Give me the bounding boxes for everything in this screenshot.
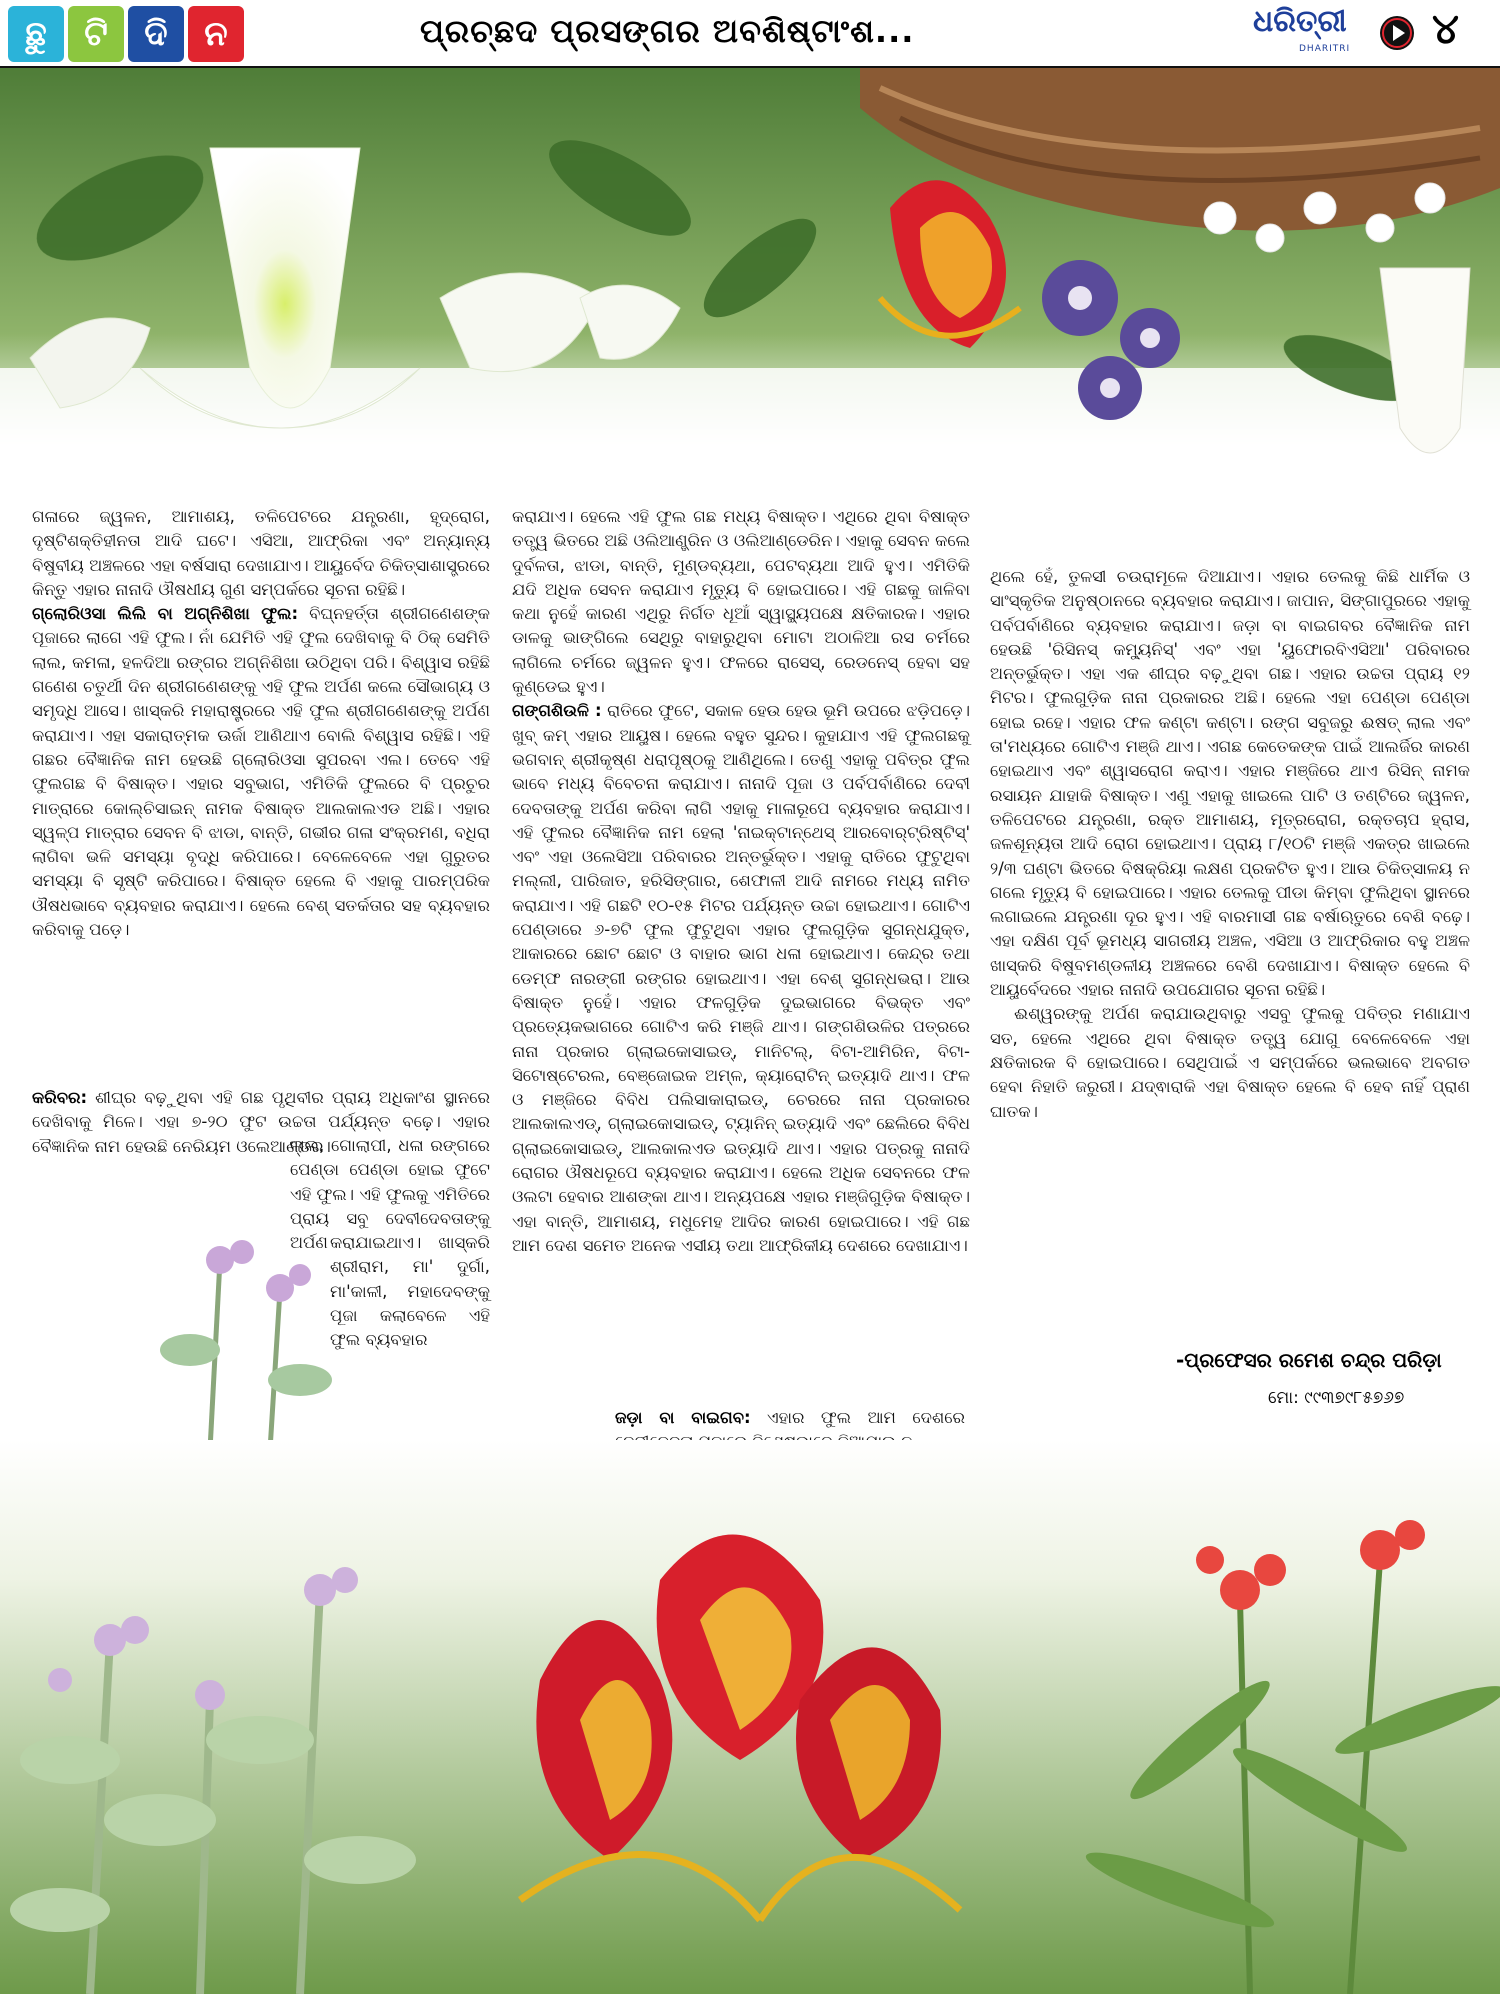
logo-tile-3: ଦି bbox=[128, 6, 184, 62]
play-icon[interactable] bbox=[1380, 16, 1414, 50]
article-column-3 bbox=[990, 565, 1470, 1124]
jada-body: ଏହାର ଫୁଲ ଆମ ଦେଶରେ bbox=[767, 1408, 965, 1427]
article-column-2 bbox=[512, 505, 970, 1258]
jada-heading: ଜଡ଼ା ବା ବାଇଗବ: bbox=[615, 1408, 751, 1427]
page-header bbox=[0, 0, 1500, 68]
author-byline: -ପ୍ରଫେସର ରମେଶ ଚନ୍ଦ୍ର ପରିଡ଼ା bbox=[1176, 1348, 1442, 1372]
brand-name: ଧରିତ୍ରୀ bbox=[1253, 4, 1347, 39]
logo-tile-2: ଟି bbox=[68, 6, 124, 62]
brand-subtitle: DHARITRI bbox=[1299, 44, 1351, 54]
brand-logo[interactable] bbox=[1253, 4, 1363, 62]
intro-paragraph: ଗଳାରେ ଜ୍ୱଳନ, ଆମାଶୟ, ତଳିପେଟରେ ଯନ୍ତ୍ରଣା, ହୃଦ୍‌ରୋଗ, ଦୃଷ୍ଟିଶକ୍ତିହୀନତା ଆଦି ଘଟେ। ଏସିଆ, ଆଫ୍ରିକା ଏବଂ ଅନ୍ୟାନ୍ୟ ବିଷୁବୀୟ ଅଞ୍ଚଳରେ ଏହା ବର୍ଷସାରା ଦେଖାଯାଏ। ଆୟୁର୍ବେଦ ଚିକିତ୍ସାଶାସ୍ତ୍ରରେ କିନ୍ତୁ ଏହାର ନାନାଦି ଔଷଧୀୟ ଗୁଣ ସମ୍ପର୍କରେ ସୂଚନା ରହିଛି। bbox=[32, 507, 490, 599]
karabira-wrap-text-1: ଲାଲ, ଗୋଲାପୀ, ଧଳା ରଙ୍ଗରେ ପେଣ୍ଡା ପେଣ୍ଡା ହୋଇ ଫୁଟେ ଏହି ଫୁଲ। ଏହି ଫୁଲକୁ ଏମିତିରେ ପ୍ରାୟ ସବୁ ଦେବୀଦେବତାଙ୍କୁ ଅର୍ପଣ bbox=[290, 1136, 490, 1253]
flower-image-left bbox=[150, 1200, 350, 1450]
flower-collage-bottom bbox=[0, 1440, 1500, 1994]
article-column-1 bbox=[32, 505, 490, 942]
gloriosa-heading: ଗ୍ଲୋରିଓସା ଲିଲି ବା ଅଗ୍ନିଶିଖା ଫୁଲ: bbox=[32, 604, 299, 624]
flower-collage-top bbox=[0, 68, 1500, 508]
karabira-body: ଶୀଘ୍ର ବଢ଼ୁଥିବା ଏହି ଗଛ ପୃଥିବୀର ପ୍ରାୟ ଅଧିକାଂଶ ସ୍ଥାନରେ ଦେଖିବାକୁ ମିଳେ। ଏହା ୭-୨୦ ଫୁଟ ଉଚ୍ଚତା ପର୍ଯ୍ୟନ୍ତ ବଢ଼େ। ଏହାର ବୈଜ୍ଞାନିକ ନାମ ହେଉଛି ନେରିୟମ ଓଲେଆଣ୍ଡର। bbox=[32, 1088, 490, 1156]
gangashiuli-body: ରାତିରେ ଫୁଟେ, ସକାଳ ହେଉ ହେଉ ଭୂମି ଉପରେ ଝଡ଼ିପଡ଼େ। ଖୁବ୍ କମ୍ ଏହାର ଆୟୁଷ। ହେଲେ ବହୁତ ସୁନ୍ଦର। କୁହାଯାଏ ଏହି ଫୁଲଗଛକୁ ଭଗବାନ୍ ଶ୍ରୀକୃଷ୍ଣ ଧରାପୃଷ୍ଠକୁ ଆଣିଥିଲେ। ତେଣୁ ଏହାକୁ ପବିତ୍ର ଫୁଲ ଭାବେ ମଧ୍ୟ ବିବେଚନା କରାଯାଏ। ନାନାଦି ପୂଜା ଓ ପର୍ବପର୍ବାଣିରେ ଦେବୀ ଦେବତାଙ୍କୁ ଅର୍ପଣ କରିବା ଲାଗି ଏହାକୁ ମାଳାରୂପେ ବ୍ୟବହାର କରାଯାଏ। ଏହି ଫୁଲର ବୈଜ୍ଞାନିକ ନାମ ହେଲା 'ନାଇକ୍ଟାନ୍‌ଥେସ୍ ଆରବୋର୍‌ଟ୍ରିଷ୍ଟିସ୍' ଏବଂ ଏହା ଓଲେସିଆ ପରିବାରର ଅନ୍ତର୍ଭୁକ୍ତ। ଏହାକୁ ରାତିରେ ଫୁଟୁଥିବା ମଲ୍ଲୀ, ପାରିଜାତ, ହରିସିଙ୍ଗାର, ଶେଫାଳୀ ଆଦି ନାମରେ ମଧ୍ୟ ନାମିତ କରାଯାଏ। ଏହି ଗଛଟି ୧୦-୧୫ ମିଟର ପର୍ଯ୍ୟନ୍ତ ଉଚ୍ଚା ହୋଇଥାଏ। ଗୋଟିଏ ପେଣ୍ଡାରେ ୬-୭ଟି ଫୁଲ ଫୁଟୁଥିବା ଏହାର ଫୁଲଗୁଡ଼ିକ ସୁଗନ୍ଧଯୁକ୍ତ, ଆକାରରେ ଛୋଟ ଛୋଟ ଓ ବାହାର ଭାଗ ଧଳା ହୋଇଥାଏ। କେନ୍ଦ୍ର ତଥା ଡେମ୍ଫ ନାରଙ୍ଗୀ ରଙ୍ଗର ହୋଇଥାଏ। ଏହା ବେଶ୍ ସୁଗନ୍ଧଭରା। ଆଉ ବିଷାକ୍ତ ନୁହେଁ। ଏହାର ଫଳଗୁଡ଼ିକ ଦୁଇଭାଗରେ ବିଭକ୍ତ ଏବଂ ପ୍ରତ୍ୟେକଭାଗରେ ଗୋଟିଏ କରି ମଞ୍ଜି ଥାଏ। ଗଙ୍ଗଶିଉଳିର ପତ୍ରରେ ନାନା ପ୍ରକାର ଗ୍ଲାଇକୋସାଇଡ୍, ମାନିଟଲ୍, ବିଟା-ଆମିରିନ, ବିଟା-ସିଟୋଷ୍ଟେରଲ, ବେଞ୍ଜୋଇକ ଅମ୍ଳ, କ୍ୟାରୋଟିନ୍ ଇତ୍ୟାଦି ଥାଏ। ଫଳ ଓ ମଞ୍ଜିରେ ବିବିଧ ପଲିସାକାରାଇଡ୍, ଚେରରେ ନାନା ପ୍ରକାରର ଆଲକାଲଏଡ୍, ଗ୍ଲାଇକୋସାଇଡ୍, ଟ୍ୟାନିନ୍ ଇତ୍ୟାଦି ଏବଂ ଛେଲିରେ ବିବିଧ ଗ୍ଲାଇକୋସାଇଡ୍, ଆଲକାଲଏଡ ଇତ୍ୟାଦି ଥାଏ। ଏହାର ପତ୍ରକୁ ନାନାଦି ରୋଗର ଔଷଧରୂପେ ବ୍ୟବହାର କରାଯାଏ। ହେଲେ ଅଧିକ ସେବନରେ ଫଳ ଓଲଟା ହେବାର ଆଶଙ୍କା ଥାଏ। ଅନ୍ୟପକ୍ଷେ ଏହାର ମଞ୍ଜିଗୁଡ଼ିକ ବିଷାକ୍ତ। ଏହା ବାନ୍ତି, ଆମାଶୟ, ମଧୁମେହ ଆଦିର କାରଣ ହୋଇପାରେ। ଏହି ଗଛ ଆମ ଦେଶ ସମେତ ଅନେକ ଏସୀୟ ତଥା ଆଫ୍ରିକୀୟ ଦେଶରେ ଦେଖାଯାଏ। bbox=[512, 701, 970, 1255]
gangashiuli-paragraph bbox=[512, 699, 970, 1258]
karabira-continued: କରାଯାଏ। ହେଲେ ଏହି ଫୁଲ ଗଛ ମଧ୍ୟ ବିଷାକ୍ତ। ଏଥିରେ ଥିବା ବିଷାକ୍ତ ତତ୍ତ୍ୱ ଭିତରେ ଅଛି ଓଲିଆଣ୍ଡ୍ରିନ ଓ ଓଲିଆଣ୍ଡେରିନ। ଏହାକୁ ସେବନ କଲେ ଦୁର୍ବଳତା, ଝାଡା, ବାନ୍ତି, ମୁଣ୍ଡବ୍ୟଥା, ପେଟବ୍ୟଥା ଆଦି ହୁଏ। ଏମିତିକି ଯଦି ଅଧିକ ସେବନ କରାଯାଏ ମୃତ୍ୟୁ ବି ହୋଇପାରେ। ଏହି ଗଛକୁ ଜାଳିବା କଥା ନୁହେଁ କାରଣ ଏଥିରୁ ନିର୍ଗତ ଧୂଆଁ ସ୍ୱାସ୍ଥ୍ୟପକ୍ଷେ କ୍ଷତିକାରକ। ଏହାର ଡାଳକୁ ଭାଙ୍ଗିଲେ ସେଥିରୁ ବାହାରୁଥିବା ମୋଟା ଅଠାଳିଆ ରସ ଚର୍ମରେ ଲାଗିଲେ ଚର୍ମରେ ଜ୍ୱଳନ ହୁଏ। ଫଳରେ ରାସେସ୍, ରେଡନେସ୍ ହେବା ସହ କୁଣ୍ଡେଇ ହୁଏ। bbox=[512, 507, 970, 697]
conclusion-paragraph: ଈଶ୍ୱରଙ୍କୁ ଅର୍ପଣ କରାଯାଉଥିବାରୁ ଏସବୁ ଫୁଲକୁ ପବିତ୍ର ମଣାଯାଏ ସତ, ହେଲେ ଏଥିରେ ଥିବା ବିଷାକ୍ତ ତତ୍ତ୍ୱ ଯୋଗୁ ବେଳେବେଳେ ଏହା କ୍ଷତିକାରକ ବି ହୋଇପାରେ। ସେଥିପାଇଁ ଏ ସମ୍ପର୍କରେ ଭଲଭାବେ ଅବଗତ ହେବା ନିହାତି ଜରୁରୀ। ଯଦ୍ଵାରାକି ଏହା ବିଷାକ୍ତ ହେଲେ ବି ହେବ ନାହିଁ ପ୍ରାଣ ଘାତକ। bbox=[990, 1004, 1470, 1121]
gangashiuli-heading: ଗଙ୍ଗଶିଉଳି : bbox=[512, 701, 602, 721]
page-number: ୪ bbox=[1432, 4, 1459, 53]
karabira-wrap-text-2: କରାଯାଇଥାଏ। ଖାସ୍‌କରି ଶ୍ରୀରାମ, ମା' ଦୁର୍ଗା, ମା'କାଳୀ, ମହାଦେବଙ୍କୁ ପୂଜା କଲାବେଳେ ଏହି ଫୁଲ ବ୍ୟବହାର bbox=[330, 1233, 490, 1350]
jada-continued: ଥିଲେ ହେଁ, ତୁଳସୀ ଚଉରାମୂଳେ ଦିଆଯାଏ। ଏହାର ତେଲକୁ କିଛି ଧାର୍ମିକ ଓ ସାଂସ୍କୃତିକ ଅନୁଷ୍ଠାନରେ ବ୍ୟବହାର କରାଯାଏ। ଜାପାନ, ସିଙ୍ଗାପୁରରେ ଏହାକୁ ପର୍ବପର୍ବାଣିରେ ବ୍ୟବହାର କରାଯାଏ। ଜଡ଼ା ବା ବାଇଗବର ବୈଜ୍ଞାନିକ ନାମ ହେଉଛି 'ରିସିନସ୍ କମ୍ୟୁନିସ୍' ଏବଂ ଏହା 'ୟୁଫୋରବିଏସିଆ' ପରିବାରର ଅନ୍ତର୍ଭୁକ୍ତ। ଏହା ଏକ ଶୀଘ୍ର ବଢ଼ୁଥିବା ଗଛ। ଏହାର ଉଚ୍ଚତା ପ୍ରାୟ ୧୨ ମିଟର। ଫୁଲଗୁଡ଼ିକ ନାନା ପ୍ରକାରର ଅଛି। ହେଲେ ଏହା ପେଣ୍ଡା ପେଣ୍ଡା ହୋଇ ରହେ। ଏହାର ଫଳ କଣ୍ଟା କଣ୍ଟା। ରଙ୍ଗ ସବୁଜରୁ ଈଷତ୍ ଲାଲ ଏବଂ ତା'ମଧ୍ୟରେ ଗୋଟିଏ ମଞ୍ଜି ଥାଏ। ଏଗଛ କେତେକଙ୍କ ପାଇଁ ଆଲର୍ଜିର କାରଣ ହୋଇଥାଏ ଏବଂ ଶ୍ୱାସରୋଗ କରାଏ। ଏହାର ମଞ୍ଜିରେ ଥାଏ ରିସିନ୍ ନାମକ ରସାୟନ ଯାହାକି ବିଷାକ୍ତ। ଏଣୁ ଏହାକୁ ଖାଇଲେ ପାଟି ଓ ତଣ୍ଟିରେ ଜ୍ୱଳନ, ତଳିପେଟରେ ଯନ୍ତ୍ରଣା, ରକ୍ତ ଆମାଶୟ, ମୂତ୍ରରୋଗ, ରକ୍ତଚାପ ହ୍ରାସ, ଜଳଶୂନ୍ୟତା ଆଦି ରୋଗ ହୋଇଥାଏ। ପ୍ରାୟ ୮/୧୦ଟି ମଞ୍ଜି ଏକତ୍ର ଖାଇଲେ ୨/୩ ଘଣ୍ଟା ଭିତରେ ବିଷକ୍ରିୟା ଲକ୍ଷଣ ପ୍ରକଟିତ ହୁଏ। ଆଉ ଚିକିତ୍ସାଳୟ ନ ଗଲେ ମୃତ୍ୟୁ ବି ହୋଇପାରେ। ଏହାର ତେଲକୁ ପୀଡା କିମ୍ବା ଫୁଲିଥିବା ସ୍ଥାନରେ ଲଗାଇଲେ ଯନ୍ତ୍ରଣା ଦୂର ହୁଏ। ଏହି ବାରମାସୀ ଗଛ ବର୍ଷାଋତୁରେ ବେଶି ବଢ଼େ। ଏହା ଦକ୍ଷିଣ ପୂର୍ବ ଭୂମଧ୍ୟ ସାଗରୀୟ ଅଞ୍ଚଳ, ଏସିଆ ଓ ଆଫ୍ରିକାର ବହୁ ଅଞ୍ଚଳ ଖାସ୍‌କରି ବିଷୁବମଣ୍ଡଳୀୟ ଅଞ୍ଚଳରେ ବେଶି ଦେଖାଯାଏ। ବିଷାକ୍ତ ହେଲେ ବି ଆୟୁର୍ବେଦରେ ଏହାର ନାନାଦି ଉପଯୋଗର ସୂଚନା ରହିଛି। bbox=[990, 567, 1470, 1000]
logo-tile-4: ନ bbox=[188, 6, 244, 62]
page-headline: ପ୍ରଚ୍ଛଦ ପ୍ରସଙ୍ଗର ଅବଶିଷ୍ଟାଂଶ... bbox=[420, 12, 915, 50]
author-phone: ମୋ: ୯୯୩୭୯୮୫୭୬୭ bbox=[1268, 1388, 1405, 1408]
logo-tile-1: ଛୁ bbox=[8, 6, 64, 62]
karabira-heading: କରିବର: bbox=[32, 1088, 88, 1107]
section-logo bbox=[8, 6, 244, 62]
gloriosa-body: ବିଘ୍ନହର୍ତ୍ତା ଶ୍ରୀଗଣେଶଙ୍କ ପୂଜାରେ ଲାଗେ ଏହି ଫୁଲ। ନାଁ ଯେମିତି ଏହି ଫୁଲ ଦେଖିବାକୁ ବି ଠିକ୍ ସେମିତି ଲାଲ, କମଳା, ହଳଦିଆ ରଙ୍ଗର ଅଗ୍ନିଶିଖା ଉଠିଥିବା ପରି। ବିଶ୍ୱାସ ରହିଛି ଗଣେଶ ଚତୁର୍ଥୀ ଦିନ ଶ୍ରୀଗଣେଶଙ୍କୁ ଏହି ଫୁଲ ଅର୍ପଣ କଲେ ସୌଭାଗ୍ୟ ଓ ସମୃଦ୍ଧି ଆସେ। ଖାସ୍‌କରି ମହାରାଷ୍ଟ୍ରରେ ଏହି ଫୁଲ ଶ୍ରୀଗଣେଶଙ୍କୁ ଅର୍ପଣ କରାଯାଏ। ଏହା ସକାରାତ୍ମକ ଊର୍ଜା ଆଣିଥାଏ ବୋଲି ବିଶ୍ୱାସ ରହିଛି। ଏହି ଗଛର ବୈଜ୍ଞାନିକ ନାମ ହେଉଛି ଗ୍ଲୋରିଓସା ସୁପରବା ଏଲ। ତେବେ ଏହି ଫୁଲଗଛ ବି ବିଷାକ୍ତ। ଏହାର ସବୁଭାଗ, ଏମିତିକି ଫୁଲରେ ବି ପ୍ରଚୁର ମାତ୍ରାରେ କୋଲ୍‌ଚିସାଇନ୍ ନାମକ ବିଷାକ୍ତ ଆଲକାଲଏଡ ଅଛି। ଏହାର ସ୍ୱଳ୍ପ ମାତ୍ରାର ସେବନ ବି ଝାଡା, ବାନ୍ତି, ଗଭୀର ଗଳା ସଂକ୍ରମଣ, ବଧିରା ଲାଗିବା ଭଳି ସମସ୍ୟା ବୃଦ୍ଧି କରିପାରେ। ବେଳେବେଳେ ଏହା ଗୁରୁତର ସମସ୍ୟା ବି ସୃଷ୍ଟି କରିପାରେ। ବିଷାକ୍ତ ହେଲେ ବି ଏହାକୁ ପାରମ୍ପରିକ ଔଷଧଭାବେ ବ୍ୟବହାର କରାଯାଏ। ହେଲେ ବେଶ୍ ସତର୍କତାର ସହ ବ୍ୟବହାର କରିବାକୁ ପଡ଼େ। bbox=[32, 604, 491, 940]
gloriosa-paragraph bbox=[32, 602, 490, 942]
